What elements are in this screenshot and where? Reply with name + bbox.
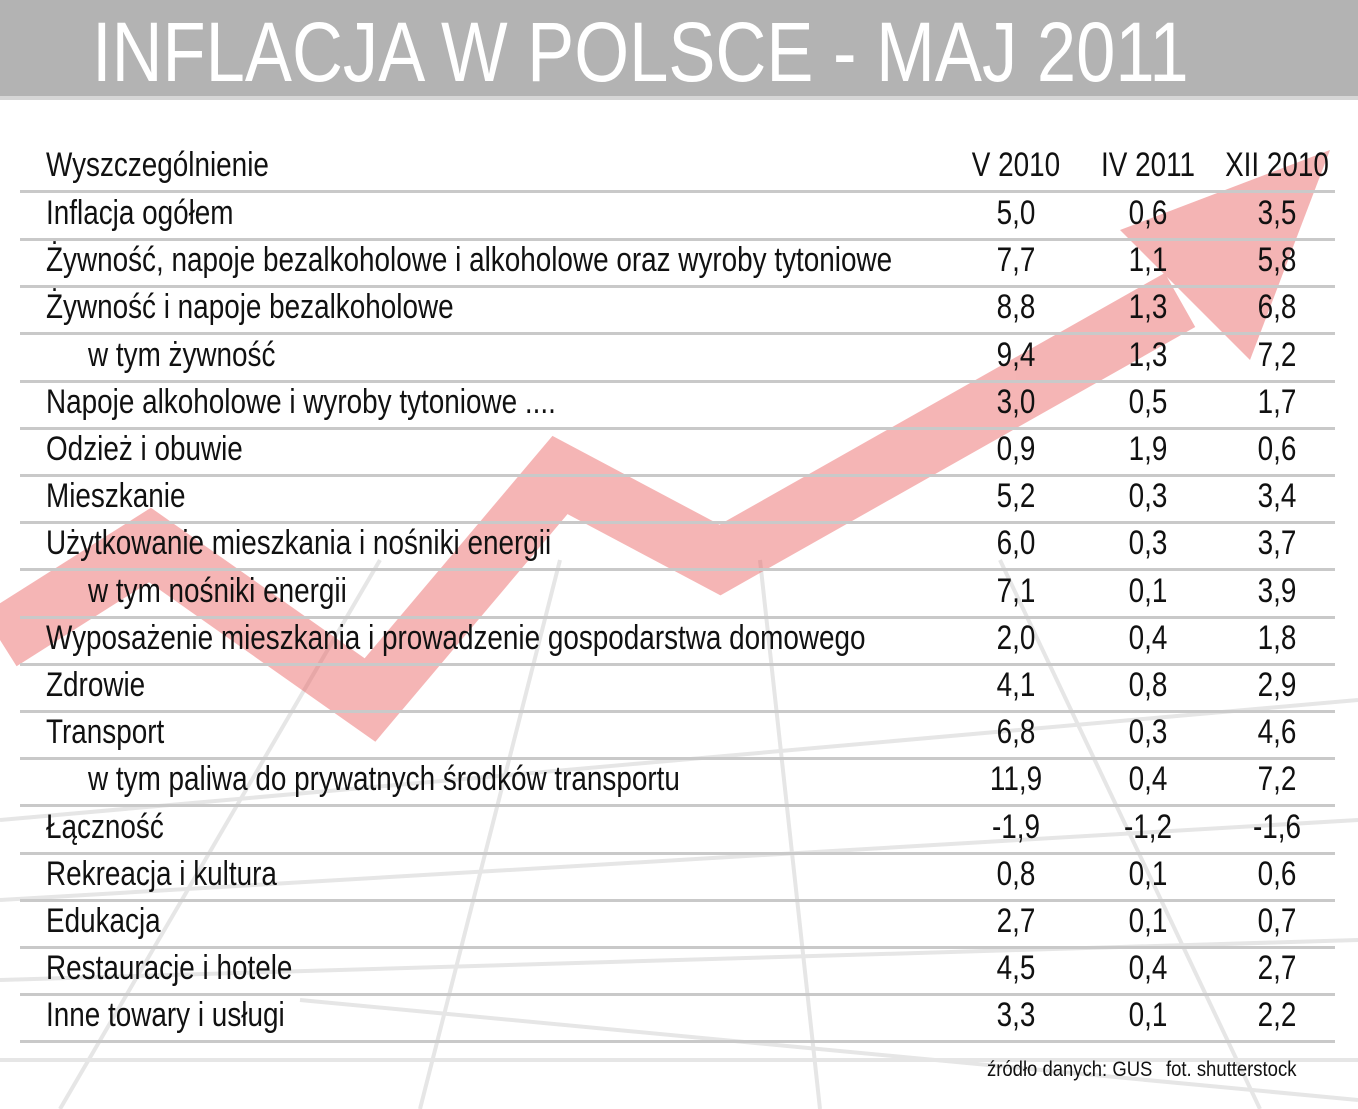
- value-xii-2010: 2,9: [1257, 666, 1297, 704]
- row-label: w tym żywność: [88, 335, 276, 374]
- row-label: Żywność i napoje bezalkoholowe: [46, 288, 454, 327]
- row-label: Zdrowie: [46, 666, 146, 704]
- value-v-2010: 4,5: [996, 949, 1036, 988]
- table-row: [20, 899, 1335, 949]
- value-iv-2011: 0,3: [1128, 477, 1168, 516]
- table-header-row: [20, 143, 1335, 193]
- value-iv-2011: 0,4: [1128, 949, 1168, 988]
- row-label: Rekreacja i kultura: [46, 854, 277, 893]
- value-iv-2011: 0,1: [1128, 571, 1168, 610]
- value-xii-2010: -1,6: [1252, 807, 1302, 846]
- value-xii-2010: 5,8: [1257, 241, 1297, 280]
- value-iv-2011: 0,4: [1128, 618, 1168, 657]
- table-row: [20, 852, 1335, 902]
- value-iv-2011: 0,5: [1128, 382, 1168, 421]
- value-v-2010: 8,8: [996, 288, 1036, 327]
- row-label: Transport: [46, 713, 165, 752]
- table-row: [20, 569, 1335, 619]
- value-xii-2010: 6,8: [1257, 288, 1297, 327]
- value-v-2010: 2,7: [996, 902, 1036, 940]
- value-iv-2011: -1,2: [1123, 807, 1173, 846]
- value-v-2010: 4,1: [996, 666, 1036, 704]
- table-row: [20, 616, 1335, 666]
- value-xii-2010: 0,7: [1257, 902, 1297, 940]
- header-v-2010: V 2010: [971, 146, 1061, 184]
- value-v-2010: 6,8: [996, 713, 1036, 752]
- value-xii-2010: 7,2: [1257, 335, 1297, 374]
- value-iv-2011: 0,3: [1128, 713, 1168, 752]
- table-row: [20, 993, 1335, 1043]
- value-v-2010: 0,9: [996, 430, 1036, 468]
- table-row: [20, 427, 1335, 477]
- value-v-2010: 9,4: [996, 335, 1036, 374]
- table-row: [20, 757, 1335, 807]
- table-row: [20, 238, 1335, 288]
- row-label: w tym nośniki energii: [88, 571, 347, 610]
- value-v-2010: 5,2: [996, 477, 1036, 516]
- header-iv-2011: IV 2011: [1100, 146, 1196, 184]
- table-row: [20, 663, 1335, 713]
- table-row: [20, 191, 1335, 241]
- value-iv-2011: 0,1: [1128, 996, 1168, 1035]
- row-label: Inne towary i usługi: [46, 996, 285, 1035]
- value-iv-2011: 0,6: [1128, 194, 1168, 232]
- value-iv-2011: 1,1: [1128, 241, 1168, 280]
- value-xii-2010: 3,7: [1257, 524, 1297, 563]
- value-iv-2011: 0,1: [1128, 854, 1168, 893]
- value-iv-2011: 0,4: [1128, 760, 1168, 799]
- row-label: Mieszkanie: [46, 477, 186, 516]
- value-v-2010: 7,7: [996, 241, 1036, 280]
- row-label: Restauracje i hotele: [46, 949, 293, 988]
- value-v-2010: 11,9: [989, 760, 1043, 799]
- value-v-2010: 0,8: [996, 854, 1036, 893]
- table-row: [20, 946, 1335, 996]
- value-xii-2010: 4,6: [1257, 713, 1297, 752]
- row-label: Łączność: [46, 807, 164, 846]
- table-row: [20, 285, 1335, 335]
- value-xii-2010: 2,2: [1257, 996, 1297, 1035]
- row-label: Edukacja: [46, 902, 161, 940]
- value-xii-2010: 3,5: [1257, 194, 1297, 232]
- header-description: Wyszczególnienie: [46, 146, 269, 184]
- row-label: Żywność, napoje bezalkoholowe i alkoholowe oraz wyroby tytoniowe: [46, 241, 893, 280]
- title-banner: [0, 0, 1358, 100]
- row-label: Inflacja ogółem: [46, 194, 234, 232]
- value-iv-2011: 1,3: [1128, 335, 1168, 374]
- row-label: w tym paliwa do prywatnych środków transportu: [88, 760, 680, 799]
- value-iv-2011: 0,8: [1128, 666, 1168, 704]
- value-xii-2010: 1,8: [1257, 618, 1297, 657]
- table-row: [20, 521, 1335, 571]
- value-v-2010: 7,1: [996, 571, 1036, 610]
- row-label: Odzież i obuwie: [46, 430, 243, 468]
- value-xii-2010: 7,2: [1257, 760, 1297, 799]
- value-xii-2010: 1,7: [1257, 382, 1297, 421]
- value-xii-2010: 0,6: [1257, 854, 1297, 893]
- table-row: [20, 474, 1335, 524]
- value-iv-2011: 0,1: [1128, 902, 1168, 940]
- value-v-2010: 2,0: [996, 618, 1036, 657]
- table-row: [20, 333, 1335, 383]
- value-xii-2010: 2,7: [1257, 949, 1297, 988]
- page-title: INFLACJA W POLSCE - MAJ 2011: [92, 5, 1189, 99]
- table-row: [20, 710, 1335, 760]
- row-label: Wyposażenie mieszkania i prowadzenie gospodarstwa domowego: [46, 618, 866, 657]
- value-iv-2011: 0,3: [1128, 524, 1168, 563]
- photo-credit: fot. shutterstock: [1166, 1058, 1297, 1081]
- value-xii-2010: 3,9: [1257, 571, 1297, 610]
- row-label: Użytkowanie mieszkania i nośniki energii: [46, 524, 552, 563]
- table-row: [20, 805, 1335, 855]
- value-xii-2010: 3,4: [1257, 477, 1297, 516]
- value-iv-2011: 1,9: [1128, 430, 1168, 468]
- value-iv-2011: 1,3: [1128, 288, 1168, 327]
- value-v-2010: 6,0: [996, 524, 1036, 563]
- row-label: Napoje alkoholowe i wyroby tytoniowe ....: [46, 382, 556, 421]
- value-v-2010: 3,3: [996, 996, 1036, 1035]
- value-v-2010: 5,0: [996, 194, 1036, 232]
- source-note: źródło danych: GUS: [987, 1058, 1153, 1081]
- value-v-2010: 3,0: [996, 382, 1036, 421]
- value-xii-2010: 0,6: [1257, 430, 1297, 468]
- value-v-2010: -1,9: [991, 807, 1041, 846]
- table-row: [20, 380, 1335, 430]
- header-xii-2010: XII 2010: [1225, 146, 1329, 184]
